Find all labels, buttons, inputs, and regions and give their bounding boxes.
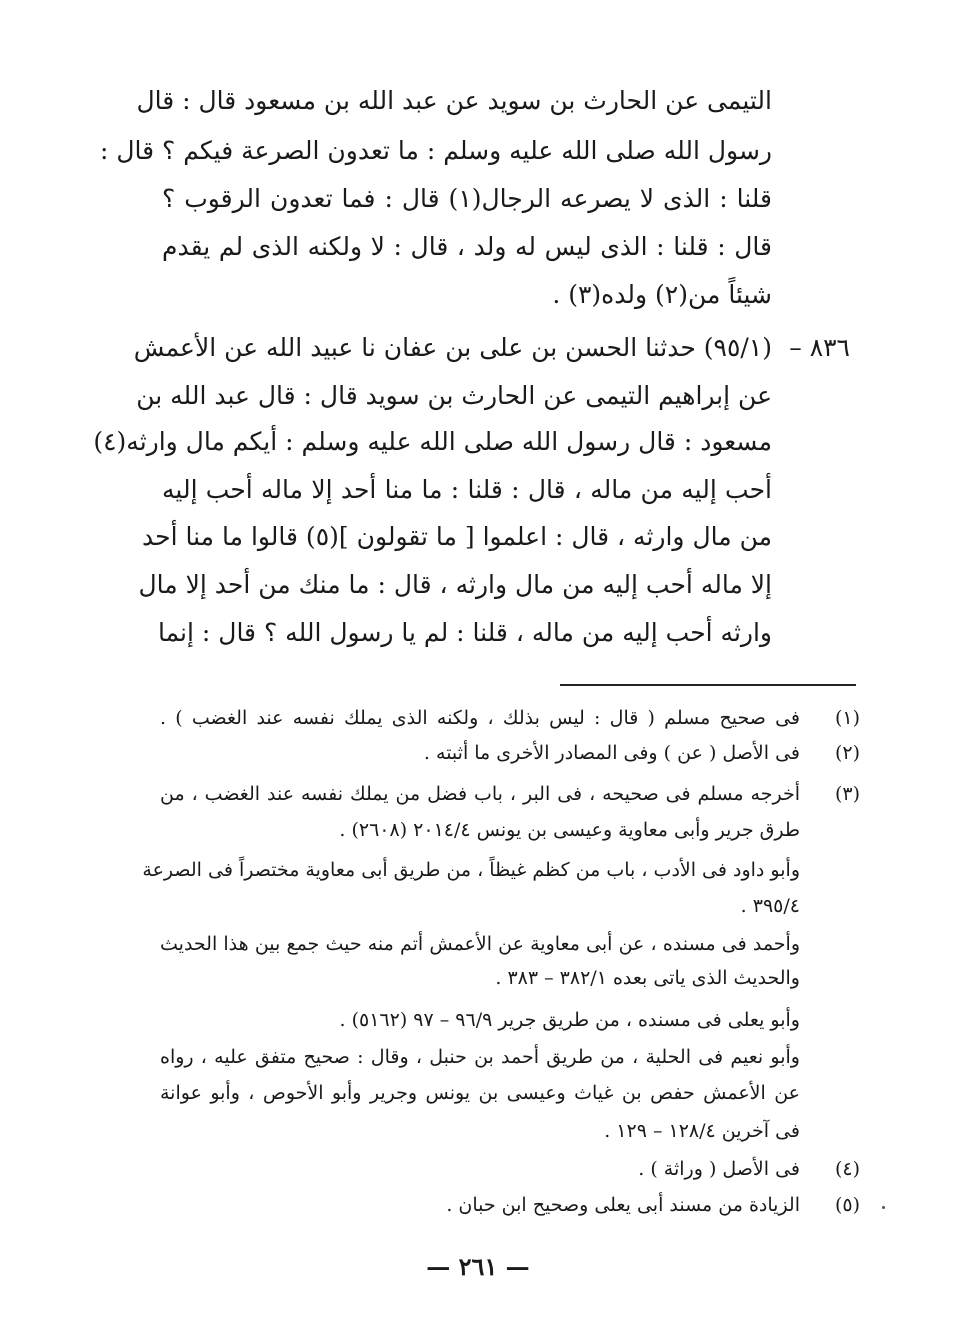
main-text-line: التيمى عن الحارث بن سويد عن عبد الله بن مسعود قال : قال xyxy=(136,86,772,115)
hadith-line: (٩٥/١) حدثنا الحسن بن على بن عفان نا عبيد الله عن الأعمش xyxy=(133,333,772,362)
footnote-line: الزيادة من مسند أبى يعلى وصحيح ابن حبان . xyxy=(446,1194,800,1216)
footnote-line: طرق جرير وأبى معاوية وعيسى بن يونس ٢٠١٤/٤ (٢٦٠٨) . xyxy=(339,819,800,841)
footnote-line: فى الأصل ( عن ) وفى المصادر الأخرى ما أثبته . xyxy=(423,742,800,764)
footnote-line: أخرجه مسلم فى صحيحه ، فى البر ، باب فضل من يملك نفسه عند الغضب ، من xyxy=(160,783,800,805)
footnote-line: وأبو نعيم فى الحلية ، من طريق أحمد بن حنبل ، وقال : صحيح متفق عليه ، رواه xyxy=(160,1046,800,1068)
footnote-separator xyxy=(560,684,856,686)
hadith-line: إلا ماله أحب إليه من مال وارثه ، قال : ما منك من أحد إلا مال xyxy=(138,570,772,599)
footnote-line: وأحمد فى مسنده ، عن أبى معاوية عن الأعمش أتم منه حيث جمع بين هذا الحديث xyxy=(160,933,800,955)
main-text-line: قال : قلنا : الذى ليس له ولد ، قال : لا ولكنه الذى لم يقدم xyxy=(162,232,772,261)
speck-mark xyxy=(882,1206,885,1209)
footnote-line: فى الأصل ( وراثة ) . xyxy=(638,1158,800,1180)
main-text-line: قلنا : الذى لا يصرعه الرجال(١) قال : فما تعدون الرقوب ؟ xyxy=(162,184,772,213)
footnote-line: عن الأعمش حفص بن غياث وعيسى بن يونس وجرير وأبو الأحوص ، وأبو عوانة xyxy=(160,1082,800,1104)
hadith-line: وارثه أحب إليه من ماله ، قلنا : لم يا رسول الله ؟ قال : إنما xyxy=(157,618,772,647)
footnote-line: ٣٩٥/٤ . xyxy=(740,895,800,917)
footnote-marker: (٣) xyxy=(834,783,860,805)
footnote-marker: (١) xyxy=(834,707,860,729)
footnote-line: وأبو يعلى فى مسنده ، من طريق جرير ٩٦/٩ – ٩٧ (٥١٦٢) . xyxy=(339,1009,800,1031)
hadith-number: ٨٣٦ – xyxy=(789,333,850,362)
footnote-line: وأبو داود فى الأدب ، باب من كظم غيظاً ، من طريق أبى معاوية مختصراً فى الصرعة xyxy=(142,859,800,881)
page-number: — ٢٦١ — xyxy=(426,1252,530,1281)
hadith-line: من مال وارثه ، قال : اعلموا [ ما تقولون ](٥) قالوا ما منا أحد xyxy=(142,522,772,551)
main-text-line: رسول الله صلى الله عليه وسلم : ما تعدون الصرعة فيكم ؟ قال : xyxy=(99,136,772,165)
footnote-line: فى آخرين ١٢٨/٤ – ١٢٩ . xyxy=(604,1120,800,1142)
footnote-marker: (٤) xyxy=(834,1158,860,1180)
main-text-line: شيئاً من(٢) ولده(٣) . xyxy=(552,280,772,309)
hadith-line: عن إبراهيم التيمى عن الحارث بن سويد قال : قال عبد الله بن xyxy=(136,381,772,410)
footnote-marker: (٥) xyxy=(834,1194,860,1216)
footnote-line: فى صحيح مسلم ( قال : ليس بذلك ، ولكنه الذى يملك نفسه عند الغضب ) . xyxy=(160,707,800,729)
footnote-marker: (٢) xyxy=(834,742,860,764)
footnote-line: والحديث الذى ياتى بعده ٣٨٢/١ – ٣٨٣ . xyxy=(495,967,800,989)
hadith-line: مسعود : قال رسول الله صلى الله عليه وسلم : أيكم مال وارثه(٤) xyxy=(93,427,772,456)
hadith-line: أحب إليه من ماله ، قال : قلنا : ما منا أحد إلا ماله أحب إليه xyxy=(162,475,772,504)
